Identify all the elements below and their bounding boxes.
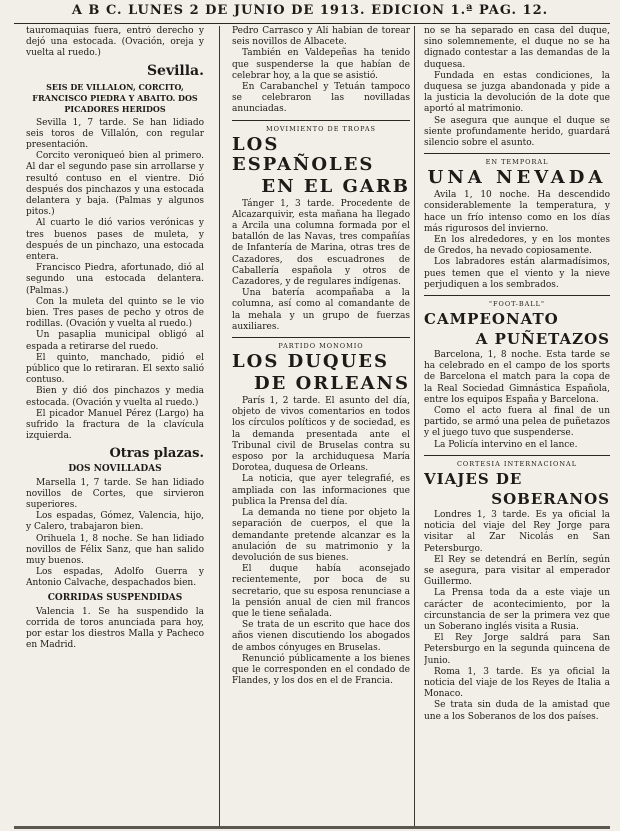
headline-line-2: SOBERANOS <box>491 489 610 508</box>
section-title-otras-plazas: Otras plazas. <box>109 445 204 461</box>
article-text: En los alrededores, y en los montes de Gredos, ha nevado copiosamente. <box>424 235 610 257</box>
article-text: tauromaquias fuera, entró derecho y dejó una estocada. (Ovación, oreja y vuelta al ruedo.) <box>26 26 204 59</box>
column-divider <box>219 26 220 826</box>
headline-line-1: LOS ESPAÑOLES <box>232 133 375 175</box>
divider <box>232 120 410 121</box>
article-text: Renunció públicamente a los bienes que le corresponden en el condado de Flandes, y los dos en el de Francia. <box>232 653 410 687</box>
column-3 <box>424 26 610 826</box>
article-text: El Rey se detendrá en Berlín, según se asegura, para visitar al emperador Guillermo. <box>424 554 610 588</box>
article-text: Corcito veroniqueó bien al primero. Al dar el segundo pase sin arrollarse y resultó contuso en el vientre. Dió después dos pinchazos y una estocada delantera y baja. (Palmas y algunos pitos.) <box>26 151 204 218</box>
article-text: También en Valdepeñas ha tenido que suspenderse la que habían de celebrar hoy, a la que se asistió. <box>232 48 410 81</box>
article-text: El duque había aconsejado recientemente, por boca de su secretario, que su esposa renunciase a la pensión anual de cien mil francos que le tiene señalada. <box>232 564 410 619</box>
article-text: Bien y dió dos pinchazos y media estocada. (Ovación y vuelta al ruedo.) <box>26 386 204 408</box>
article-text: El quinto, manchado, pidió el público que lo retiraran. El sexto salió contuso. <box>26 352 204 386</box>
article-kicker: MOVIMIENTO DE TROPAS <box>265 124 377 133</box>
headline-line-2: A PUÑETAZOS <box>475 330 610 349</box>
divider <box>424 295 610 296</box>
article-text: En Carabanchel y Tetuán tampoco se celebraron las novilladas anunciadas. <box>232 82 410 115</box>
article-text: El Rey Jorge saldrá para San Petersburgo en la segunda quincena de Junio. <box>424 633 610 666</box>
article-subhead: DOS NOVILLADAS <box>68 463 162 474</box>
headline-line-1: LOS DUQUES <box>232 351 390 373</box>
headline-line-2: DE ORLEANS <box>253 373 410 395</box>
article-text: La Policía intervino en el lance. <box>434 439 578 450</box>
header-rule <box>14 23 610 24</box>
column-1 <box>26 26 204 826</box>
article-text: Sevilla 1, 7 tarde. Se han lidiado seis toros de Villalón, con regular presentación. <box>26 117 204 151</box>
article-text: no se ha separado en casa del duque, sino solemnemente, el duque no se ha dignado contestar a las demandas de la duquesa. <box>424 26 610 70</box>
article-text: Como el acto fuera al final de un partido, se armó una pelea de puñetazos y el juego tuvo que suspenderse. <box>424 406 610 439</box>
footer-rule <box>14 826 610 829</box>
article-kicker: "FOOT-BALL" <box>489 300 545 309</box>
article-text: Se trata de un escrito que hace dos años vienen discutiendo los abogados de ambos cónyuges en Bruselas. <box>232 620 410 653</box>
article-text: Tánger 1, 3 tarde. Procedente de Alcazarquivir, esta mañana ha llegado a Arcila una columna formada por el batallón de las Navas, tres compañías de Infantería de Marina, otras tres de Cazadores, dos escuadrones de Caballería española y otros de Cazadores, y de regulares indígenas. <box>232 198 410 288</box>
divider <box>424 153 610 154</box>
article-text: La demanda no tiene por objeto la separación de cuerpos, el que la demandante pretende alcanzar es la anulación de su matrimonio y la devolución de sus bienes. <box>232 508 410 563</box>
page-header: A B C. LUNES 2 DE JUNIO DE 1913. EDICION 1.ª PAG. 12. <box>71 3 549 18</box>
article-text: Londres 1, 3 tarde. Es ya oficial la noticia del viaje del Rey Jorge para visitar al Zar Nicolás en San Petersburgo. <box>424 509 610 554</box>
headline-line-2: EN EL GARB <box>261 175 410 197</box>
article-text: Avila 1, 10 noche. Ha descendido considerablemente la temperatura, y hace un frío intenso como en los días más rigurosos del invierno. <box>424 190 610 234</box>
article-text: Roma 1, 3 tarde. Es ya oficial la noticia del viaje de los Reyes de Italia a Monaco. <box>424 666 610 700</box>
article-text: La noticia, que ayer telegrafié, es ampliada con las informaciones que publica la Prensa del día. <box>232 474 410 507</box>
article-text: Los labradores están alarmadísimos, pues temen que el viento y la nieve perjudiquen a los sembrados. <box>424 257 610 290</box>
article-text: Una batería acompañaba a la columna, así como al comandante de la mehala y un grupo de fuerzas auxiliares. <box>232 288 410 332</box>
article-text: París 1, 2 tarde. El asunto del día, objeto de vivos comentarios en todos los círculos políticos y de sociedad, es la demanda presentada ante el Tribunal civil de Bruselas contra su esposo por la archiduquesa María Dorotea, duquesa de Orleans. <box>232 396 410 474</box>
article-subhead: CORRIDAS SUSPENDIDAS <box>47 592 183 603</box>
article-text: Un pasaplia municipal obligó al espada a retirarse del ruedo. <box>26 330 204 352</box>
article-kicker: EN TEMPORAL <box>485 158 549 167</box>
article-text: Orihuela 1, 8 noche. Se han lidiado novillos de Félix Sanz, que han salido muy buenos. <box>26 533 204 566</box>
article-text: Los espadas, Gómez, Valencia, hijo, y Calero, trabajaron bien. <box>26 511 204 533</box>
article-text: Los espadas, Adolfo Guerra y Antonio Calvache, despachados bien. <box>26 567 204 589</box>
headline: UNA NEVADA <box>427 167 607 189</box>
column-2 <box>232 26 410 826</box>
article-kicker: CORTESIA INTERNACIONAL <box>456 459 578 468</box>
article-text: Al cuarto le dió varios verónicas y tres buenos pases de muleta, y después de un pinchazo, una estocada entera. <box>26 218 204 263</box>
article-text: Pedro Carrasco y Alí habían de torear seis novillos de Albacete. <box>232 26 410 48</box>
article-text: Francisco Piedra, afortunado, dió al segundo una estocada delantera. (Palmas.) <box>26 263 204 296</box>
divider <box>232 337 410 338</box>
divider <box>424 455 610 456</box>
headline-line-1: CAMPEONATO <box>424 310 559 329</box>
article-text: Se trata sin duda de la amistad que une a los Soberanos de los dos países. <box>424 700 610 722</box>
column-divider <box>414 26 415 826</box>
article-text: Se asegura que aunque el duque se siente profundamente herido, guardará silencio sobre el asunto. <box>424 115 610 149</box>
article-text: Valencia 1. Se ha suspendido la corrida de toros anunciada para hoy, por estar los diestros Malla y Pacheco en Madrid. <box>26 606 204 651</box>
article-text: Fundada en estas condiciones, la duquesa se juzga abandonada y pide a la justicia la devolución de la dote que aportó al matrimonio. <box>424 70 610 115</box>
article-text: Con la muleta del quinto se le vio bien. Tres pases de pecho y otros de rodillas. (Ovación y vuelta al ruedo.) <box>26 296 204 330</box>
article-subhead: SEIS DE VILLALON, CORCITO, FRANCISCO PIEDRA Y ABAITO. DOS PICADORES HERIDOS <box>32 81 198 114</box>
article-text: Barcelona, 1, 8 noche. Esta tarde se ha celebrado en el campo de los sports de Barcelona el match para la copa de la Real Sociedad Gimnástica Española, entre los equipos España y Barcelona. <box>424 350 610 405</box>
section-title-sevilla: Sevilla. <box>146 62 204 79</box>
headline-line-1: VIAJES DE <box>424 469 523 488</box>
article-text: El picador Manuel Pérez (Largo) ha sufrido la fractura de la clavícula izquierda. <box>26 408 204 442</box>
article-text: La Prensa toda da a este viaje un carácter de acontecimiento, por la circunstancia de ser la primera vez que un Soberano inglés visita a Rusia. <box>424 588 610 632</box>
article-text: Marsella 1, 7 tarde. Se han lidiado novillos de Cortes, que sirvieron superiores. <box>26 477 204 510</box>
article-kicker: PARTIDO MONOMIO <box>278 342 364 351</box>
